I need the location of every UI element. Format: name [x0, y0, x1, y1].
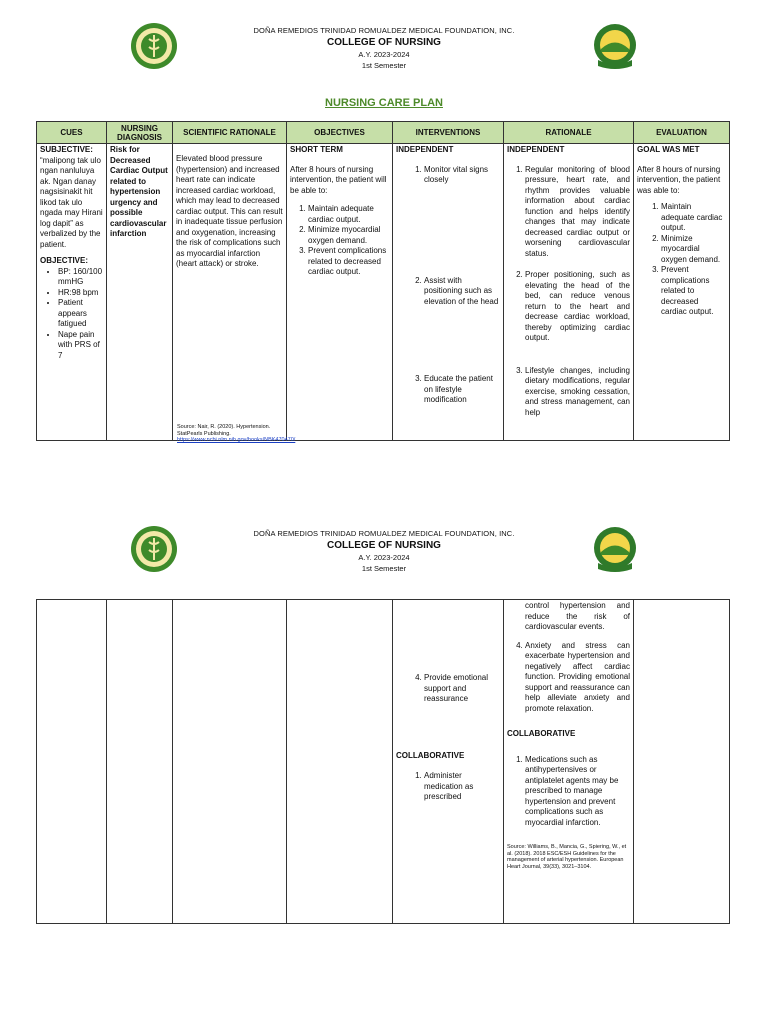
- rationale-list: [507, 270, 630, 344]
- list-item: • Patient appears fatigued: [58, 298, 103, 330]
- interventions-list: [396, 276, 500, 308]
- evaluation-cell: [634, 144, 730, 441]
- list-item: 1. Maintain adequate cardiac output.: [661, 202, 726, 234]
- short-term-label: SHORT TERM: [290, 145, 343, 154]
- interventions-list: [396, 165, 500, 186]
- scientific-rationale-cell: [173, 144, 296, 443]
- collaborative-label: COLLABORATIVE: [396, 750, 465, 760]
- independent-label: INDEPENDENT: [396, 145, 454, 154]
- list-item: 2. Minimize myocardial oxygen demand.: [661, 234, 726, 266]
- list-item: • BP: 160/100 mmHG: [58, 267, 103, 288]
- interventions-list: [396, 374, 500, 406]
- objectives-intro: After 8 hours of nursing intervention, the patient will be able to:: [290, 164, 387, 195]
- list-item: 1. Regular monitoring of blood pressure, heart rate, and rhythm provides valuable information about cardiac function and helps identify changes that may indicate decreased cardiac output or worsening cardiovascular status.: [525, 165, 630, 260]
- care-plan-table-continued: [36, 599, 730, 924]
- col-header: RATIONALE: [504, 122, 634, 144]
- rationale-continuation: control hypertension and reduce the risk of cardiovascular events.: [525, 601, 630, 631]
- list-item: 3. Prevent complications related to decreased cardiac output.: [661, 265, 726, 318]
- page-header: [0, 26, 768, 70]
- list-item: 1. Administer medication as prescribed: [424, 771, 500, 803]
- col-header: NURSING DIAGNOSIS: [107, 122, 173, 144]
- objective-list: [40, 267, 103, 362]
- objective-label: OBJECTIVE:: [40, 256, 89, 265]
- collaborative-label: COLLABORATIVE: [507, 729, 576, 738]
- list-item: 3. Lifestyle changes, including dietary modifications, regular exercise, smoking cessation, and stress management, can help: [525, 366, 630, 419]
- rationale-list: [507, 755, 630, 829]
- independent-label: INDEPENDENT: [507, 145, 565, 154]
- foundation-name: DOÑA REMEDIOS TRINIDAD ROMUALDEZ MEDICAL FOUNDATION, INC.: [253, 529, 515, 538]
- list-item: • HR:98 bpm: [58, 288, 103, 299]
- goal-met-label: GOAL WAS MET: [637, 145, 700, 154]
- semester: 1st Semester: [361, 564, 407, 573]
- academic-year: A.Y. 2023-2024: [358, 553, 410, 562]
- rationale-cell: [504, 144, 634, 441]
- col-header: CUES: [37, 122, 107, 144]
- objectives-cell: [287, 144, 393, 441]
- care-plan-table: [36, 121, 730, 441]
- interventions-cell: [393, 144, 504, 441]
- page-header: [0, 529, 768, 573]
- interventions-list: [396, 673, 500, 705]
- nursing-diagnosis: Risk for Decreased Cardiac Output related to hypertension urgency and possible cardiovascular infarction: [107, 144, 173, 441]
- source-citation: Source: Williams, B., Mancia, G., Spiering, W., et al. (2018). 2018 ESC/ESH Guidelines for the management of arterial hypertension. European Heart Journal, 39(33), 3021–3104.: [507, 844, 627, 870]
- list-item: 2. Minimize myocardial oxygen demand.: [308, 225, 389, 246]
- col-header: OBJECTIVES: [287, 122, 393, 144]
- scientific-rationale-cell: [173, 600, 287, 924]
- source-text: Source: Nair, R. (2020). Hypertension. StatPearls Publishing.: [177, 424, 271, 437]
- col-header: SCIENTIFIC RATIONALE: [173, 122, 287, 144]
- list-item: 1. Medications such as antihypertensives or antiplatelet agents may be prescribed to manage hypertension and prevent complications such as myocardial infarction.: [525, 755, 630, 829]
- table-header-row: [37, 122, 730, 144]
- evaluation-intro: After 8 hours of nursing intervention, the patient was able to:: [637, 164, 721, 195]
- college-name: COLLEGE OF NURSING: [327, 540, 441, 551]
- rationale-list: [507, 165, 630, 260]
- diagnosis-cell: [107, 600, 173, 924]
- college-name: COLLEGE OF NURSING: [327, 37, 441, 48]
- interventions-cell: [393, 600, 504, 924]
- objectives-cell: [287, 600, 393, 924]
- list-item: • Nape pain with PRS of 7: [58, 330, 103, 362]
- semester: 1st Semester: [361, 61, 407, 70]
- scientific-rationale-text: Elevated blood pressure (hypertension) and increased heart rate can indicate increased cardiac workload, which may lead to decreased cardiac output. This can result in inadequate tissue perfusion and oxygenation, increasing the risk of complications such as myocardial infarction (heart attack) or stroke.: [176, 154, 283, 268]
- list-item: 1. Maintain adequate cardiac output.: [308, 204, 389, 225]
- table-row: [37, 600, 730, 924]
- subjective-text: “malipong tak ulo ngan nanluluya ak. Ngan danay nagsisinakit hit likod tak ulo ngada may Hirani log dapit” as verbalized by the patient.: [40, 155, 103, 249]
- list-item: 3. Prevent complications related to decreased cardiac output.: [308, 246, 389, 278]
- foundation-name: DOÑA REMEDIOS TRINIDAD ROMUALDEZ MEDICAL FOUNDATION, INC.: [253, 26, 515, 35]
- subjective-label: SUBJECTIVE:: [40, 145, 93, 154]
- rationale-cell: [504, 600, 634, 924]
- cues-cell: [37, 600, 107, 924]
- rationale-list: [507, 641, 630, 715]
- list-item: 3. Educate the patient on lifestyle modification: [424, 374, 500, 406]
- list-item: 1. Monitor vital signs closely: [424, 165, 500, 186]
- academic-year: A.Y. 2023-2024: [358, 50, 410, 59]
- list-item: 2. Proper positioning, such as elevating the head of the bed, can reduce venous return to the heart and decrease cardiac workload, thereby optimizing cardiac output.: [525, 270, 630, 344]
- cues-cell: [37, 144, 107, 441]
- list-item: 4. Anxiety and stress can exacerbate hypertension and negatively affect cardiac function. Providing emotional support and reassurance can help alleviate anxiety and promote relaxation.: [525, 641, 630, 715]
- objectives-list: [290, 204, 389, 278]
- rationale-list: [507, 366, 630, 419]
- evaluation-cell: [634, 600, 730, 924]
- page-title: NURSING CARE PLAN: [325, 97, 443, 109]
- col-header: INTERVENTIONS: [393, 122, 504, 144]
- source-citation: [177, 424, 296, 444]
- list-item: 4. Provide emotional support and reassurance: [424, 673, 500, 705]
- col-header: EVALUATION: [634, 122, 730, 144]
- table-row: [37, 144, 730, 441]
- list-item: 2. Assist with positioning such as elevation of the head: [424, 276, 500, 308]
- source-link[interactable]: https://www.ncbi.nlm.nih.gov/books/NBK470470/: [177, 437, 296, 443]
- interventions-list: [396, 771, 500, 803]
- evaluation-list: [637, 202, 726, 318]
